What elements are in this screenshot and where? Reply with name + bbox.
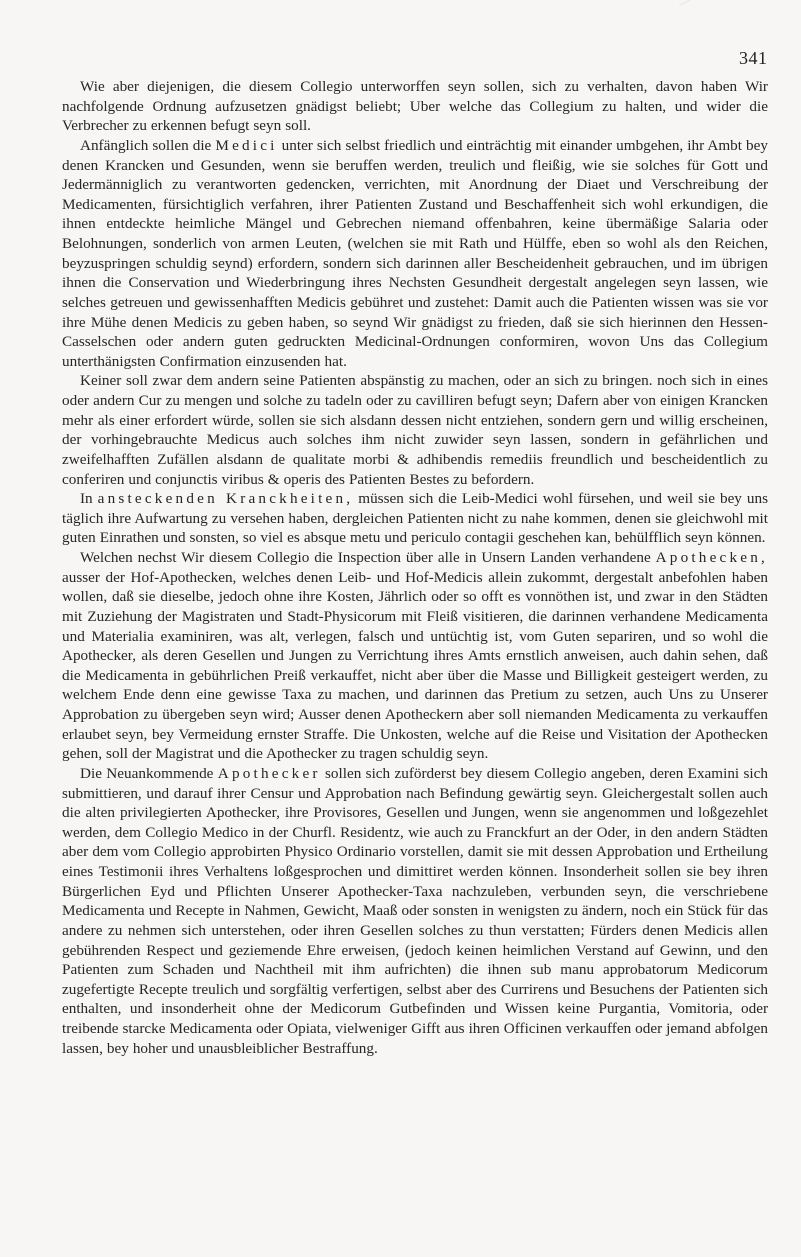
document-body	[62, 77, 768, 1058]
page-number: 341	[739, 48, 768, 68]
paragraph-4-after: müssen sich die Leib-Medici wohl fürsehen, und weil sie bey uns täglich ihre Aufwartung zu versehen haben, dergleichen Patienten nicht zu nahe kommen, denen sie gleichwohl mit guten Einrathen und sonsten, so viel es absque metu und periculo contagii geschehen kan, behülfflich seyn können.	[62, 490, 768, 547]
paragraph-1	[62, 77, 768, 136]
paragraph-6-after: sollen sich zuförderst bey diesem Collegio angeben, deren Examini sich submittieren, und darauf ihrer Censur und Approbation nach Befindung gewärtig seyn. Gleichergestalt sollen auch die alten privilegierten Apothecker, ihre Provisores, Gesellen und Jungen, wenn sie angenommen und loßgezehlet werden, dem Collegio Medico in der Churfl. Residentz, wie auch zu Franckfurt an der Oder, in den andern Städten aber dem vom Collegio approbirten Physico Ordinario vorstellen, damit sie mit dessen Approbation und Ertheilung eines Testimonii ihres Verhaltens loßgesprochen und dimittiret werden können. Insonderheit sollen sie bey ihren Bürgerlichen Eyd und Pflichten Unserer Apothecker-Taxa nachzuleben, verbunden seyn, die verschriebene Medicamenta und Recepte in Nahmen, Gewicht, Maaß oder sonsten in wenigsten zu ändern, noch ein Stück für das andere zu nehmen sich unterstehen, oder ihren Gesellen solches zu thun verstatten; Fürders denen Medicis allen gebührenden Respect und geziemende Ehre erweisen, (jedoch keinen heimlichen Verstand auf Gewinn, und den Patienten zum Schaden und Nachtheil mit ihm aufrichten) die ihnen sub manu approbatorum Medicorum zugefertigte Recepte treulich und sorgfältig verfertigen, selbst aber des Currirens und Besuchens der Patienten sich enthalten, und insonderheit ohne der Medicorum Gutbefinden und Wissen keine Purgantia, Vomitoria, oder treibende starcke Medicamenta oder Opiata, vielweniger Gifft aus ihren Officinen verkauffen oder jemand abfolgen lassen, bey hoher und unausbleiblicher Bestraffung.	[62, 764, 768, 1057]
paragraph-5-spaced-term: Apothecken,	[655, 549, 768, 566]
paragraph-1-text: Wie aber diejenigen, die diesem Collegio unterworffen seyn sollen, sich zu verhalten, davon haben Wir nachfolgende Ordnung aufzusetzen gnädigst beliebt; Uber welche das Collegium zu halten, und wider die Verbrecher zu erkennen befugt seyn soll.	[62, 78, 768, 135]
paragraph-4-before: In	[80, 490, 98, 508]
paragraph-2-before: Anfänglich sollen die	[80, 136, 216, 154]
page-edge-mark	[679, 0, 701, 13]
paragraph-6-spaced-term: Apothecker	[217, 764, 321, 782]
paragraph-6-before: Die Neuankommende	[80, 764, 218, 782]
paragraph-6	[62, 764, 768, 1058]
paragraph-3-text: Keiner soll zwar dem andern seine Patienten abspänstig zu machen, oder an sich zu bringen. noch sich in eines oder andern Cur zu mengen und solche zu tadeln oder zu cavilliren befugt seyn; Dafern aber von einigen Krancken mehr als einer erfordert würde, sollen sie sich alsdann dessen nicht entziehen, sondern gern und willig erscheinen, der vorhingebrauchte Medicus auch solches ihm nicht zuwider seyn lassen, sondern in gefährlichen und zweifelhafften Zufällen alsdann de qualitate morbi & adhibendis remediis freundlich und bescheidentlich zu conferiren und conjunctis viribus & operis des Patienten Bestes zu befordern.	[62, 372, 768, 488]
paragraph-2-after: unter sich selbst friedlich und einträchtig mit einander umbgehen, ihr Ambt bey denen Krancken und Gesunden, wenn sie beruffen werden, treulich und fleißig, wie sie solches für Gott und Jedermänniglich zu verantworten gedencken, verrichten, mit Anordnung der Diaet und Verschreibung der Medicamenten, fürsichtiglich verfahren, ihrer Patienten Zustand und Beschaffenheit sich wohl erkundigen, die ihnen entdeckte heimliche Mängel und Gebrechen niemand offenbahren, keine übermäßige Salaria oder Belohnungen, sonderlich von armen Leuten, (welchen sie mit Rath und Hülffe, eben so wohl als den Reichen, beyzuspringen schuldig seynd) erfordern, sondern sich darinnen aller Bescheidenheit gebrauchen, und im übrigen ihnen die Conservation und Wiederbringung ihres Nechsten Gesundheit dergestalt angelegen seyn lassen, wie selches getreuen und gewissenhafften Medicis gebühret und zustehet: Damit auch die Patienten wissen was sie vor ihre Mühe denen Medicis zu geben haben, so seynd Wir gnädigst zu frieden, daß sie sich hierinnen den Hessen-Casselschen oder andern guten gedruckten Medicinal-Ordnungen conformiren, wovon Uns das Collegium unterthänigsten Confirmation einzusenden hat.	[62, 136, 768, 370]
paragraph-5	[62, 548, 768, 764]
paragraph-3	[62, 371, 768, 489]
paragraph-2-spaced-term: Medici	[215, 136, 278, 154]
paragraph-4	[62, 489, 768, 548]
paragraph-5-before: Welchen nechst Wir diesem Collegio die Inspection über alle in Unsern Landen verhandene	[80, 549, 656, 566]
paragraph-5-after: ausser der Hof-Apothecken, welches denen Leib- und Hof-Medicis allein zukommt, dergestalt anbefohlen haben wollen, daß sie dieselbe, jedoch ohne ihre Kosten, Jährlich oder so offt es vonnöthen ist, und zwar in den Städten mit Zuziehung der Magistraten und Stadt-Physicorum mit Fleiß visitieren, die darinnen verhandene Medicamenta und Materialia examiniren, was alt, verlegen, falsch und untüchtig ist, vom Guten separiren, und so wohl die Apothecker, als deren Gesellen und Jungen zu Verrichtung ihres Amts ernstlich anweisen, auch dahin sehen, daß die Medicamenta in gebührlichen Preiß verkauffet, nicht aber über die Masse und Billigkeit gesteigert werden, zu welchem Ende denn eine gewisse Taxa zu machen, und darinnen das Pretium zu setzen, auch Uns zu Unserer Approbation zu übergeben seyn wird; Ausser denen Apotheckern aber soll niemanden Medicamenta zu verkauffen erlaubet seyn, bey Vermeidung ernster Straffe. Die Unkosten, welche auf die Reise und Visitation der Apothecken gehen, soll der Magistrat und die Apothecker zu tragen schuldig seyn.	[62, 568, 768, 763]
paragraph-2	[62, 136, 768, 372]
paragraph-4-spaced-term: ansteckenden Kranckheiten,	[97, 490, 354, 508]
